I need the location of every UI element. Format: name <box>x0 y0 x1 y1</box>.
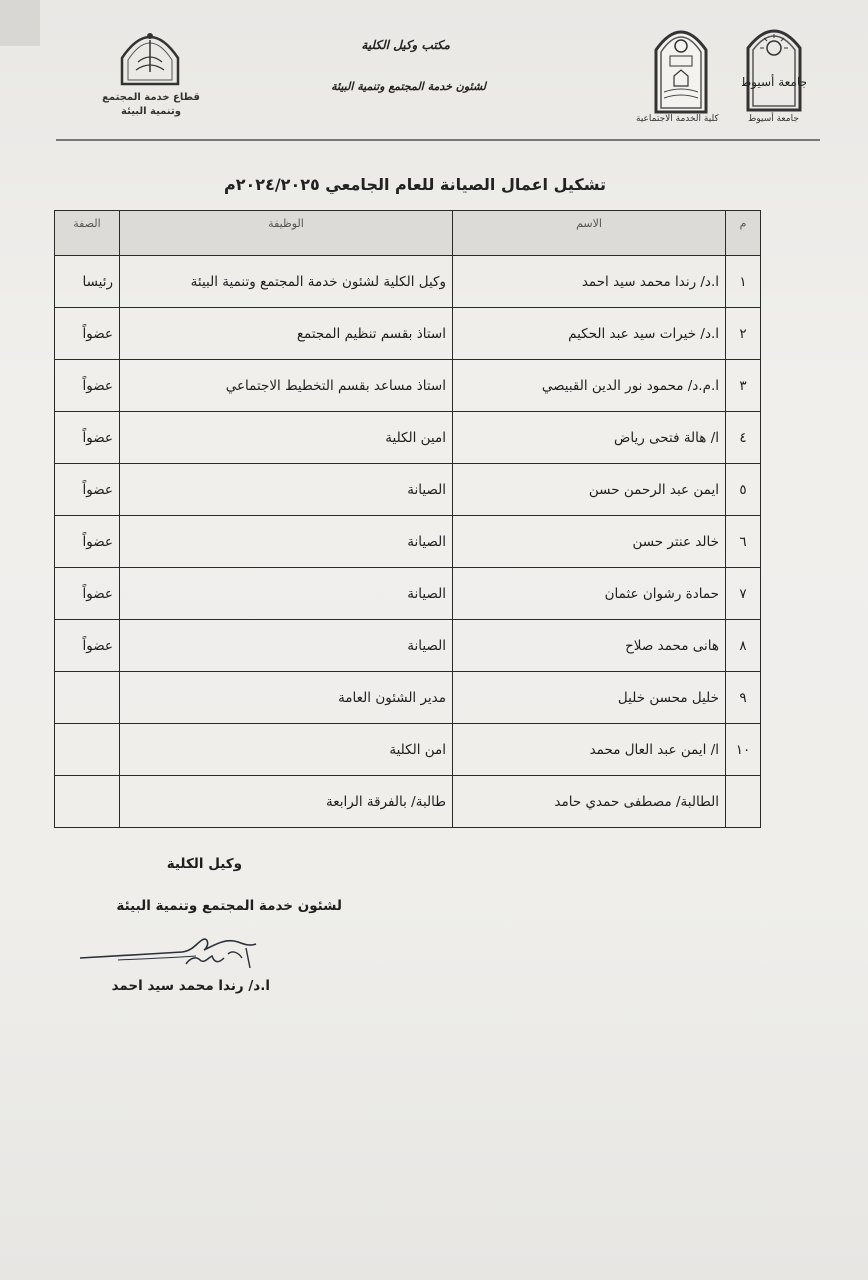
university-caption: جامعة أسيوط <box>748 114 799 124</box>
row-name: خليل محسن خليل <box>453 672 726 724</box>
table-row <box>55 724 761 776</box>
row-role: عضواً <box>55 360 120 412</box>
header-role: الصفة <box>55 211 120 256</box>
university-logo-text: جامعة أسيوط <box>742 75 806 89</box>
faculty-logo <box>652 20 710 116</box>
row-job: استاذ بقسم تنظيم المجتمع <box>120 308 453 360</box>
row-role: عضواً <box>55 620 120 672</box>
table-header-row <box>55 211 761 256</box>
office-subtitle: لشئون خدمة المجتمع وتنمية البيئة <box>331 80 486 93</box>
table-row <box>55 568 761 620</box>
row-num: ٧ <box>726 568 761 620</box>
row-job: طالبة/ بالفرقة الرابعة <box>120 776 453 828</box>
row-name: هانى محمد صلاح <box>453 620 726 672</box>
row-job: الصيانة <box>120 516 453 568</box>
row-num: ١ <box>726 256 761 308</box>
row-num: ٣ <box>726 360 761 412</box>
row-num: ١٠ <box>726 724 761 776</box>
header-divider <box>56 139 820 141</box>
table-row <box>55 256 761 308</box>
row-num: ٥ <box>726 464 761 516</box>
handwritten-signature <box>78 928 260 976</box>
row-role: عضواً <box>55 516 120 568</box>
row-job: امين الكلية <box>120 412 453 464</box>
office-title: مكتب وكيل الكلية <box>361 38 450 52</box>
row-name: ا/ هالة فتحى رياض <box>453 412 726 464</box>
paper-edge <box>0 0 40 46</box>
row-role: عضواً <box>55 308 120 360</box>
table-row <box>55 620 761 672</box>
row-name: ا.م.د/ محمود نور الدين القبيصي <box>453 360 726 412</box>
row-job: الصيانة <box>120 464 453 516</box>
table-row <box>55 776 761 828</box>
row-job: الصيانة <box>120 568 453 620</box>
row-name: ايمن عبد الرحمن حسن <box>453 464 726 516</box>
row-job: الصيانة <box>120 620 453 672</box>
table-row <box>55 360 761 412</box>
row-name: الطالبة/ مصطفى حمدي حامد <box>453 776 726 828</box>
row-job: مدير الشئون العامة <box>120 672 453 724</box>
faculty-caption: كلية الخدمة الاجتماعية <box>636 114 719 124</box>
row-role: عضواً <box>55 568 120 620</box>
row-num: ٨ <box>726 620 761 672</box>
row-num: ٩ <box>726 672 761 724</box>
row-name: خالد عنتر حسن <box>453 516 726 568</box>
row-job: امن الكلية <box>120 724 453 776</box>
sector-caption-line2: وتنمية البيئة <box>121 106 181 117</box>
row-job: استاذ مساعد بقسم التخطيط الاجتماعي <box>120 360 453 412</box>
row-role <box>55 724 120 776</box>
header-name: الاسم <box>453 211 726 256</box>
row-name: ا.د/ خيرات سيد عبد الحكيم <box>453 308 726 360</box>
sector-caption-line1: قطاع خدمة المجتمع <box>102 92 200 103</box>
row-role: رئيسا <box>55 256 120 308</box>
signatory-department: لشئون خدمة المجتمع وتنمية البيئة <box>116 898 342 914</box>
table-row <box>55 672 761 724</box>
header-num: م <box>726 211 761 256</box>
row-num: ٢ <box>726 308 761 360</box>
row-num <box>726 776 761 828</box>
row-role: عضواً <box>55 412 120 464</box>
row-job: وكيل الكلية لشئون خدمة المجتمع وتنمية البيئة <box>120 256 453 308</box>
table-row <box>55 516 761 568</box>
row-role <box>55 776 120 828</box>
header-job: الوظيفة <box>120 211 453 256</box>
table-row <box>55 464 761 516</box>
university-logo <box>742 18 806 114</box>
row-num: ٤ <box>726 412 761 464</box>
document-title: تشكيل اعمال الصيانة للعام الجامعي ٢٠٢٤/٢٠٢٥م <box>224 175 606 194</box>
row-role: عضواً <box>55 464 120 516</box>
signatory-name: ا.د/ رندا محمد سيد احمد <box>111 978 270 994</box>
row-name: ا/ ايمن عبد العال محمد <box>453 724 726 776</box>
row-num: ٦ <box>726 516 761 568</box>
row-name: ا.د/ رندا محمد سيد احمد <box>453 256 726 308</box>
row-name: حمادة رشوان عثمان <box>453 568 726 620</box>
table-row <box>55 308 761 360</box>
committee-table <box>54 210 761 828</box>
table-row <box>55 412 761 464</box>
row-role <box>55 672 120 724</box>
signatory-title: وكيل الكلية <box>166 856 242 872</box>
sector-logo <box>114 22 186 88</box>
sector-caption <box>86 91 216 119</box>
